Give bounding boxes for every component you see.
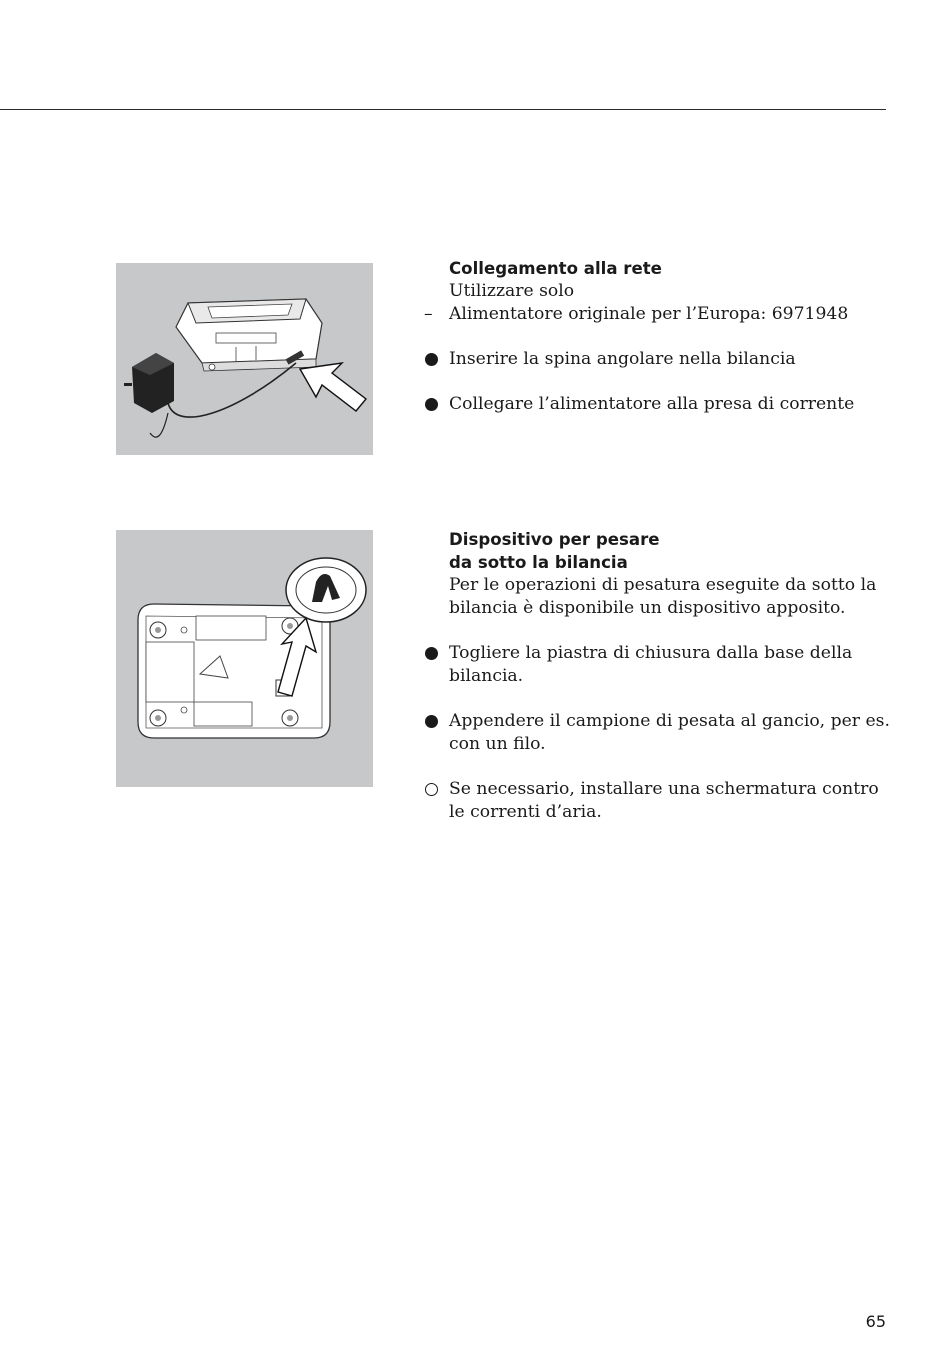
step-text: Inserire la spina angolare nella bilancia: [449, 349, 796, 369]
intro-text: Utilizzare solo: [449, 281, 575, 301]
balance-underside-illustration: [116, 530, 373, 787]
bullet-filled-icon: [425, 398, 438, 411]
section-title-line: Dispositivo per pesare: [449, 530, 660, 549]
bullet-filled-icon: [425, 353, 438, 366]
step-text-line: Appendere il campione di pesata al gancio, per es.: [449, 711, 890, 731]
section-title: Collegamento alla rete: [449, 259, 662, 278]
bullet-filled-icon: [425, 715, 438, 728]
figure-below-balance-weighing: [116, 530, 373, 787]
page-number: 65: [865, 1312, 886, 1331]
section-below-balance-weighing: [424, 528, 894, 824]
bullet-filled-icon: [425, 647, 438, 660]
dash-marker: –: [424, 304, 433, 324]
step-item: [424, 348, 894, 371]
step-text: Collegare l’alimentatore alla presa di corrente: [449, 394, 855, 414]
figure-power-connection: [116, 263, 373, 455]
optional-step-text-line: Se necessario, installare una schermatura contro: [449, 779, 879, 799]
intro-text-line: bilancia è disponibile un dispositivo apposito.: [449, 598, 846, 618]
dash-item: [424, 303, 894, 326]
step-item: [424, 393, 894, 416]
bullet-hollow-icon: [425, 783, 438, 796]
header-rule: [0, 109, 886, 110]
section-power-connection: [424, 257, 894, 416]
optional-step-text-line: le correnti d’aria.: [449, 802, 602, 822]
optional-step-item: [424, 778, 894, 824]
step-text-line: con un filo.: [449, 734, 546, 754]
step-item: [424, 642, 894, 688]
step-item: [424, 710, 894, 756]
section-title-line: da sotto la bilancia: [449, 553, 628, 572]
step-text-line: bilancia.: [449, 666, 524, 686]
intro-text-line: Per le operazioni di pesatura eseguite da sotto la: [449, 575, 877, 595]
step-text-line: Togliere la piastra di chiusura dalla base della: [449, 643, 853, 663]
balance-power-illustration: [116, 263, 373, 455]
dash-item-text: Alimentatore originale per l’Europa: 6971948: [449, 304, 849, 324]
